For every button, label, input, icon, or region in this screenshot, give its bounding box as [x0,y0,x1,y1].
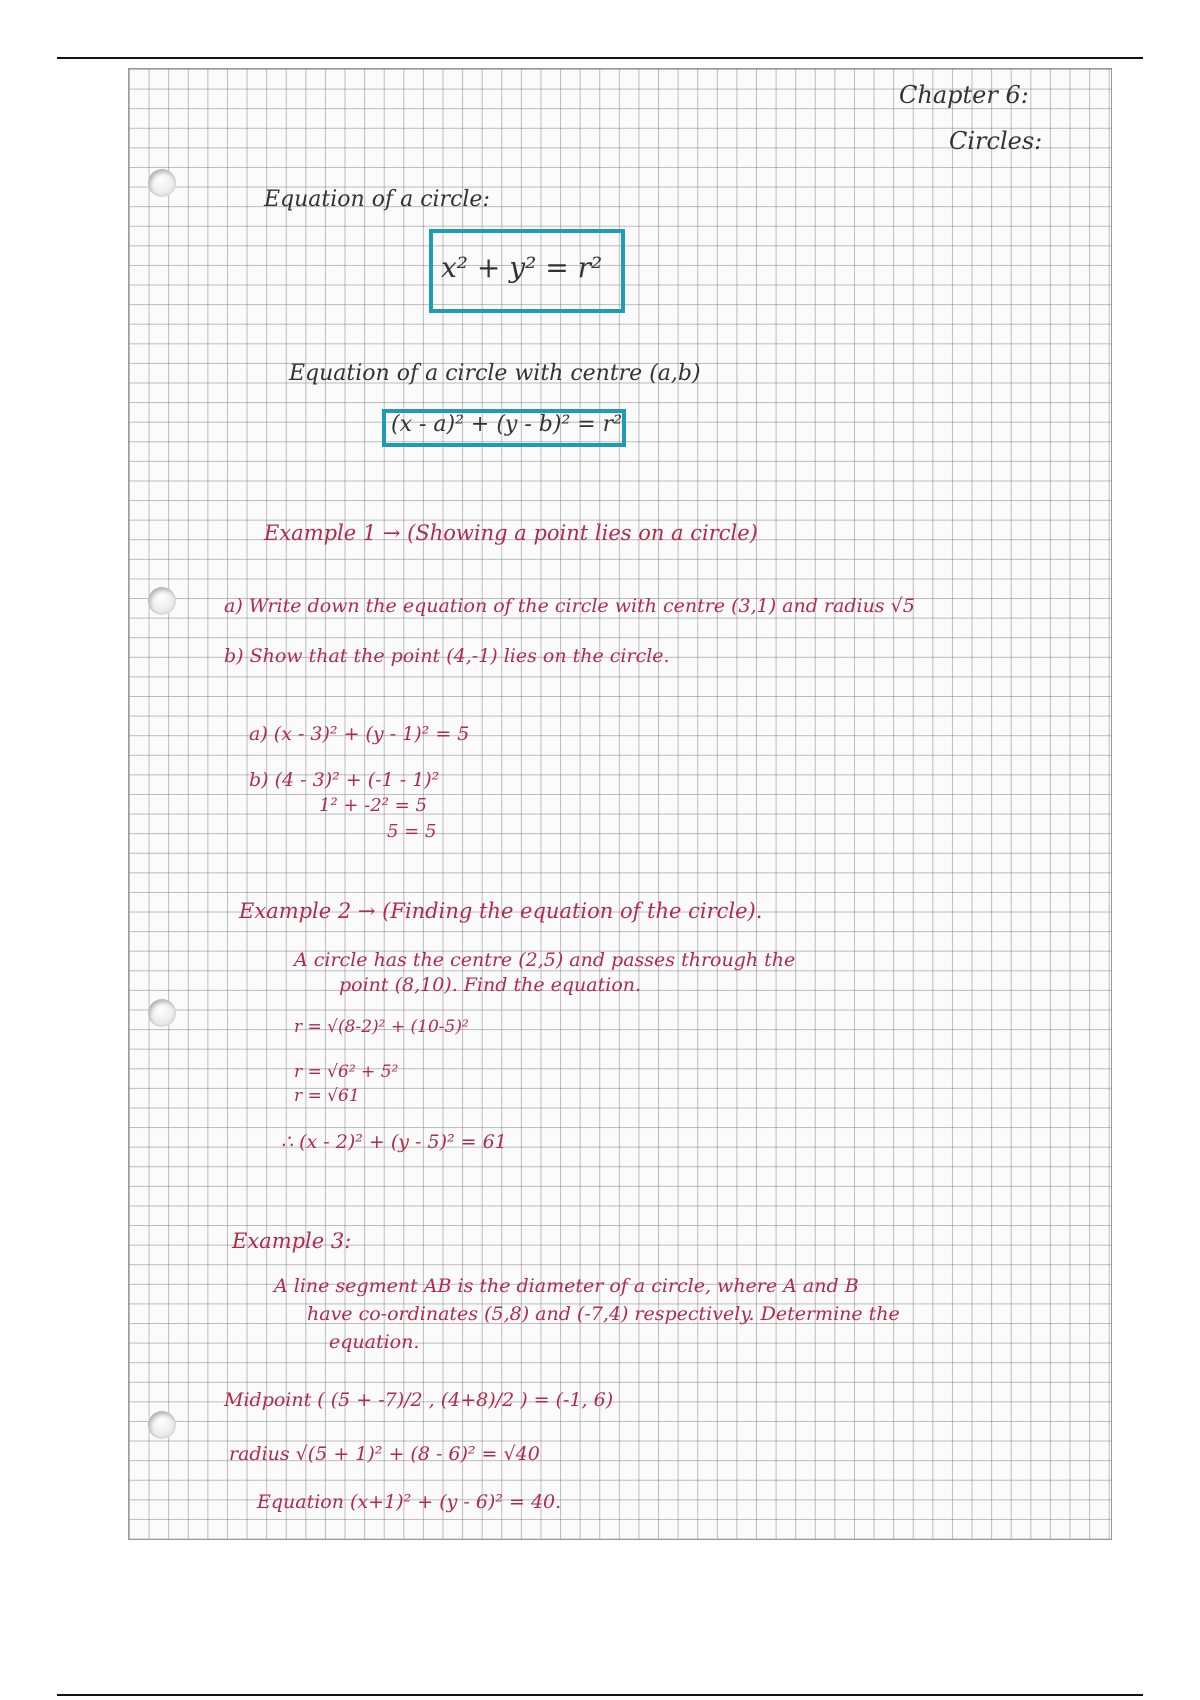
centre-formula: (x - a)² + (y - b)² = r² [391,412,623,437]
centre-equation-title: Equation of a circle with centre (a,b) [289,361,701,386]
equation-title: Equation of a circle: [264,187,490,212]
example1-answer-a: a) (x - 3)² + (y - 1)² = 5 [249,723,470,745]
example1-title: Example 1 → (Showing a point lies on a circle) [264,521,758,545]
punch-hole [148,587,176,615]
punch-hole [148,1411,176,1439]
example2-question-line2: point (8,10). Find the equation. [339,974,642,996]
example3-question-line3: equation. [329,1331,420,1353]
example1-answer-b-line2: 1² + -2² = 5 [319,795,427,816]
example3-question-line2: have co-ordinates (5,8) and (-7,4) respectively. Determine the [307,1303,900,1325]
punch-hole [148,169,176,197]
example3-midpoint: Midpoint ( (5 + -7)/2 , (4+8)/2 ) = (-1, 6) [224,1389,614,1411]
example1-answer-b-line3: 5 = 5 [387,821,437,842]
punch-hole [148,999,176,1027]
example2-result: ∴ (x - 2)² + (y - 5)² = 61 [281,1131,507,1153]
example3-question-line1: A line segment AB is the diameter of a circle, where A and B [274,1275,859,1297]
example1-answer-b-line1: b) (4 - 3)² + (-1 - 1)² [249,769,440,791]
example2-work-line2: r = √6² + 5² [294,1062,399,1082]
example3-equation: Equation (x+1)² + (y - 6)² = 40. [257,1491,562,1513]
example3-radius: radius √(5 + 1)² + (8 - 6)² = √40 [229,1443,540,1465]
example2-work-line1: r = √(8-2)² + (10-5)² [294,1017,469,1037]
bottom-rule [57,1694,1143,1696]
top-rule [57,57,1143,59]
grid-paper-page [128,68,1112,1540]
example1-question-b: b) Show that the point (4,-1) lies on the circle. [224,645,670,667]
example2-title: Example 2 → (Finding the equation of the circle). [239,899,763,923]
example1-question-a: a) Write down the equation of the circle with centre (3,1) and radius √5 [224,595,915,617]
example3-title: Example 3: [232,1229,352,1253]
topic-heading: Circles: [949,127,1043,155]
example2-question-line1: A circle has the centre (2,5) and passes through the [294,949,796,971]
circle-formula: x² + y² = r² [441,251,603,284]
example2-work-line3: r = √61 [294,1086,360,1106]
chapter-heading: Chapter 6: [899,81,1029,109]
